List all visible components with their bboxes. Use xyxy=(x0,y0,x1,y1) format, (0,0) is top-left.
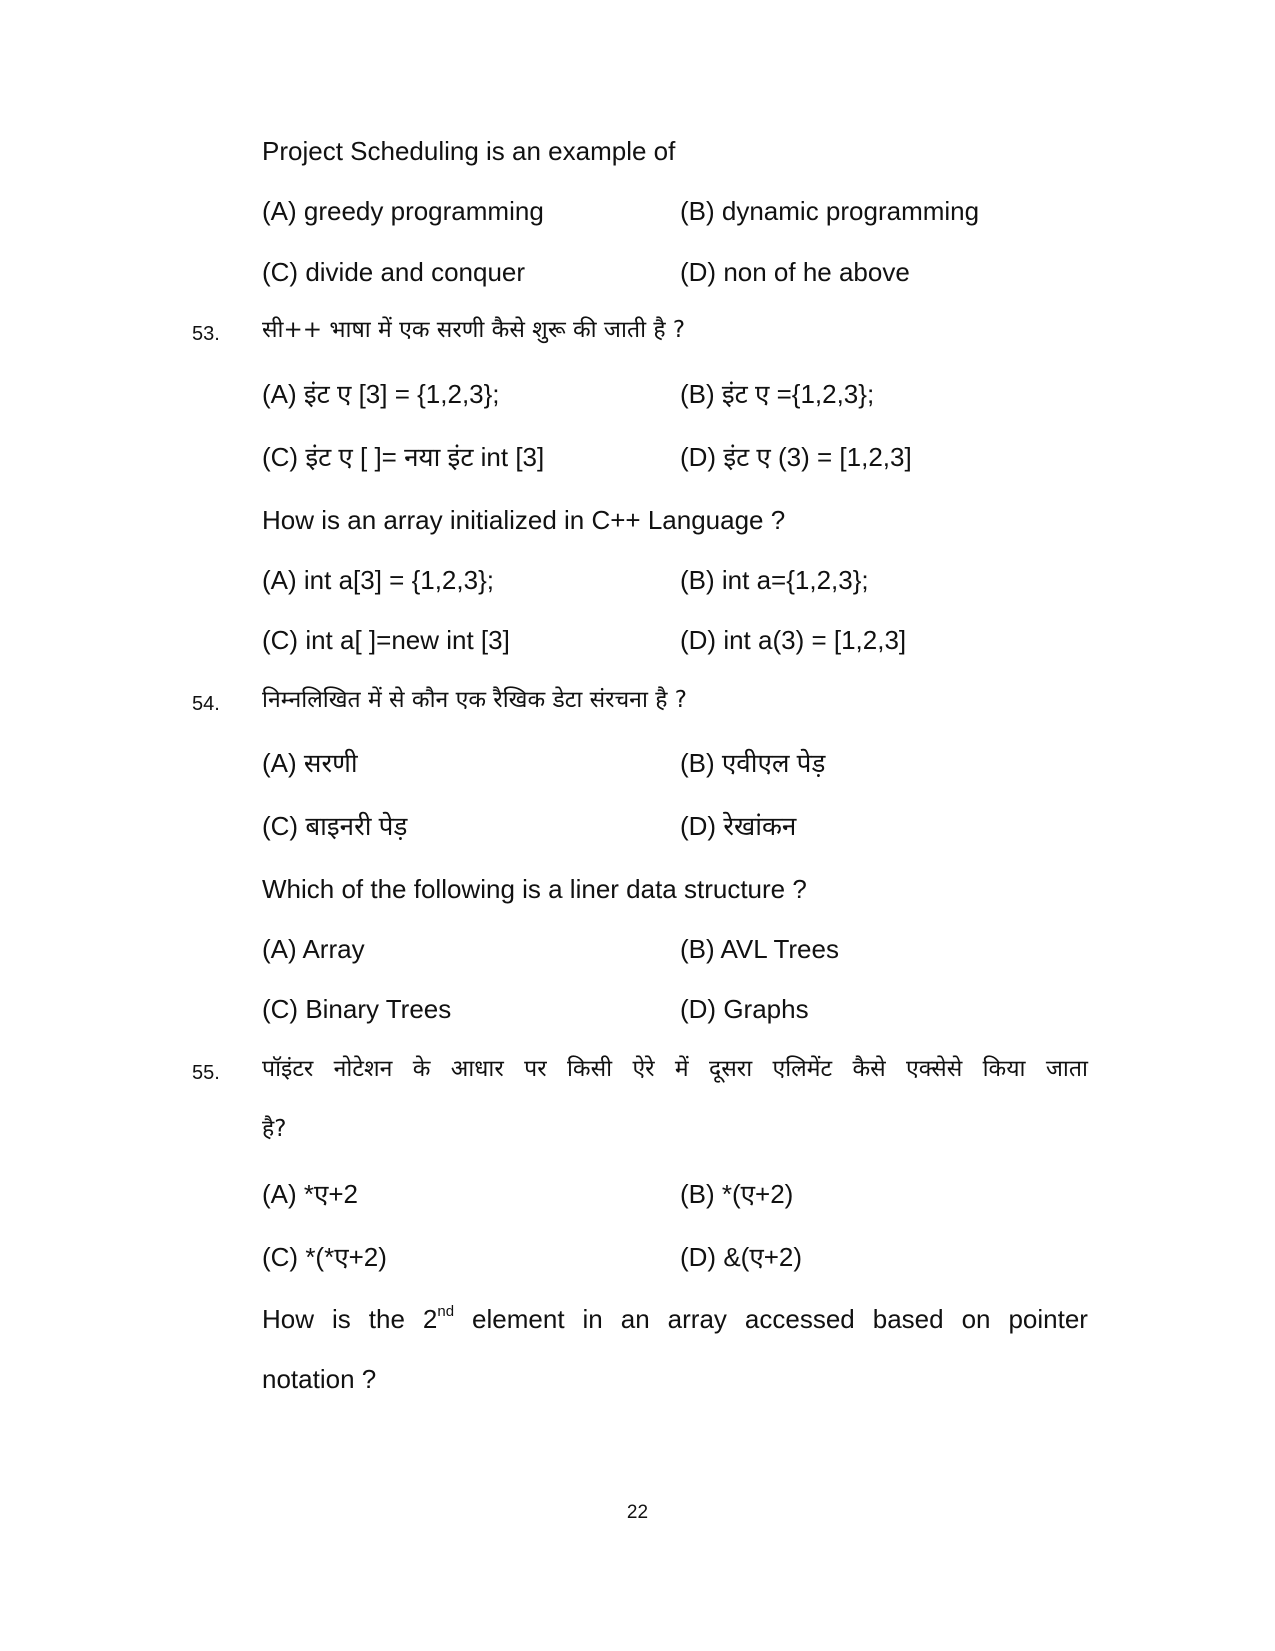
q52-english-text: Project Scheduling is an example of xyxy=(262,136,676,166)
q55-english-word: pointer xyxy=(1008,1304,1088,1334)
q54-english-option-d: (D) Graphs xyxy=(680,994,809,1024)
q55-english-text-line1 xyxy=(262,1303,1088,1335)
q54-english-option-a: (A) Array xyxy=(262,934,365,964)
q54-english-text: Which of the following is a liner data structure ? xyxy=(262,874,807,904)
ordinal-number: 2 xyxy=(422,1304,438,1334)
q55-hindi-word: एलिमेंट xyxy=(772,1056,833,1082)
page-number: 22 xyxy=(626,1502,649,1523)
ordinal-suffix: nd xyxy=(437,1303,455,1320)
q55-number: 55. xyxy=(192,1062,220,1084)
q55-english-word: in xyxy=(582,1304,603,1334)
q53-english-option-a: (A) int a[3] = {1,2,3}; xyxy=(262,565,494,595)
q54-hindi-option-d: (D) रेखांकन xyxy=(680,811,797,841)
q55-hindi-word: नोटेशन xyxy=(333,1056,393,1082)
q54-hindi-option-a: (A) सरणी xyxy=(262,748,358,778)
q55-hindi-word: दूसरा xyxy=(709,1056,753,1082)
q55-hindi-word: किसी xyxy=(566,1056,613,1082)
q55-hindi-text-line2: है? xyxy=(262,1116,287,1142)
q55-hindi-option-a: (A) *ए+2 xyxy=(262,1179,359,1209)
q55-hindi-option-c: (C) *(*ए+2) xyxy=(262,1242,387,1272)
q55-english-word: on xyxy=(961,1304,991,1334)
q55-hindi-word: पॉइंटर xyxy=(262,1056,314,1082)
q53-english-text: How is an array initialized in C++ Language ? xyxy=(262,505,786,535)
q53-english-option-c: (C) int a[ ]=new int [3] xyxy=(262,625,510,655)
q55-english-word: array xyxy=(667,1304,727,1334)
q55-english-word: accessed xyxy=(744,1304,855,1334)
q55-hindi-option-b: (B) *(ए+2) xyxy=(680,1179,794,1209)
q54-hindi-option-b: (B) एवीएल पेड़ xyxy=(680,748,826,778)
q53-english-option-d: (D) int a(3) = [1,2,3] xyxy=(680,625,907,655)
q53-hindi-text: सी++ भाषा में एक सरणी कैसे शुरू की जाती है ? xyxy=(262,317,686,343)
q55-english-word: based xyxy=(872,1304,944,1334)
q53-hindi-option-c: (C) इंट ए [ ]= नया इंट int [3] xyxy=(262,442,545,472)
q53-hindi-option-d: (D) इंट ए (3) = [1,2,3] xyxy=(680,442,912,472)
q55-hindi-word: में xyxy=(674,1056,689,1082)
q55-english-word: an xyxy=(620,1304,650,1334)
q52-option-c: (C) divide and conquer xyxy=(262,257,526,287)
q55-english-word: How xyxy=(262,1304,315,1334)
q52-option-a: (A) greedy programming xyxy=(262,196,544,226)
q52-option-b: (B) dynamic programming xyxy=(680,196,980,226)
q54-hindi-text: निम्नलिखित में से कौन एक रैखिक डेटा संरचना है ? xyxy=(262,687,687,713)
q55-hindi-word: एक्सेसे xyxy=(906,1056,963,1082)
q55-english-ordinal xyxy=(423,1303,454,1335)
q53-number: 53. xyxy=(192,323,220,345)
q52-option-d: (D) non of he above xyxy=(680,257,910,287)
q55-hindi-word: के xyxy=(412,1056,431,1082)
q55-english-word: is xyxy=(332,1304,351,1334)
q55-english-word: the xyxy=(368,1304,405,1334)
q55-hindi-word: पर xyxy=(524,1056,547,1082)
q55-hindi-word: किया xyxy=(982,1056,1026,1082)
q55-hindi-word: ऐरे xyxy=(632,1056,655,1082)
q55-hindi-word: जाता xyxy=(1045,1056,1088,1082)
q55-hindi-word: कैसे xyxy=(852,1056,886,1082)
q53-hindi-option-a: (A) इंट ए [3] = {1,2,3}; xyxy=(262,379,500,409)
q54-english-option-c: (C) Binary Trees xyxy=(262,994,452,1024)
q54-english-option-b: (B) AVL Trees xyxy=(680,934,839,964)
q55-hindi-word: आधार xyxy=(450,1056,504,1082)
q55-hindi-option-d: (D) &(ए+2) xyxy=(680,1242,802,1272)
q55-hindi-text-line1 xyxy=(262,1053,1088,1085)
q54-hindi-option-c: (C) बाइनरी पेड़ xyxy=(262,811,408,841)
q53-hindi-option-b: (B) इंट ए ={1,2,3}; xyxy=(680,379,875,409)
q55-english-text-line2: notation ? xyxy=(262,1364,377,1394)
q53-english-option-b: (B) int a={1,2,3}; xyxy=(680,565,869,595)
q55-english-word: element xyxy=(472,1304,565,1334)
q54-number: 54. xyxy=(192,693,220,715)
